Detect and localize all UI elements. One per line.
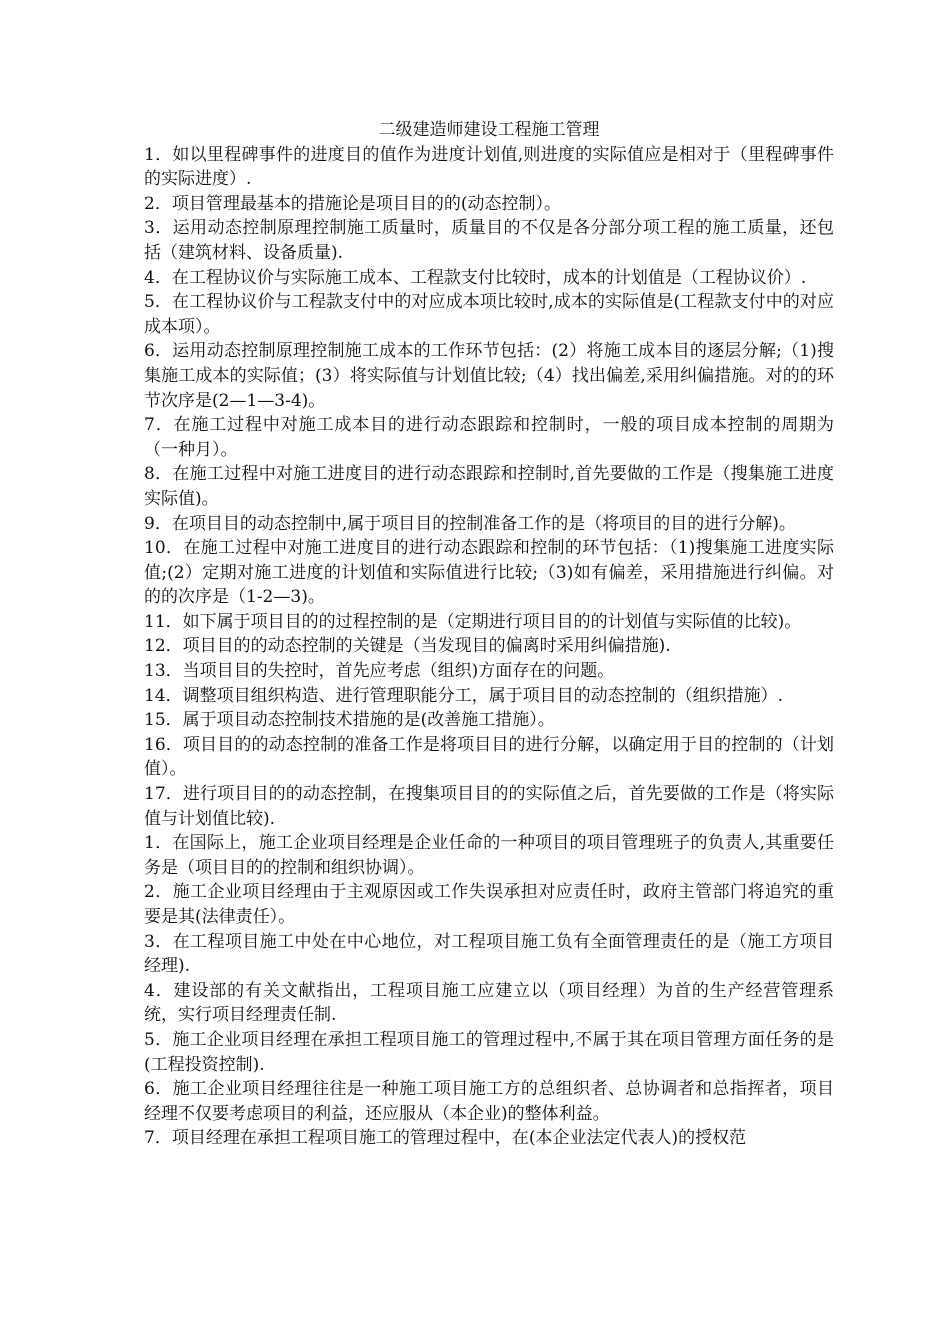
paragraph-3: 3．运用动态控制原理控制施工质量时，质量目的不仅是各分部分项工程的施工质量，还包括（建筑材料、设备质量). <box>144 218 834 263</box>
paragraph-15: 15．属于项目动态控制技术措施的是(改善施工措施）。 <box>144 710 555 731</box>
document-title: 二级建造师建设工程施工管理 <box>378 120 600 140</box>
paragraph-17: 17．进行项目目的的动态控制，在搜集项目目的的实际值之后，首先要做的工作是（将实际值与计划值比较). <box>144 784 834 829</box>
paragraph-24: 7．项目经理在承担工程项目施工的管理过程中，在(本企业法定代表人)的授权范 <box>144 1128 747 1149</box>
document-body <box>144 118 834 1151</box>
paragraph-18: 1．在国际上，施工企业项目经理是企业任命的一种项目的项目管理班子的负责人,其重要任务是（项目目的的控制和组织协调）。 <box>144 833 834 878</box>
paragraph-4: 4．在工程协议价与实际施工成本、工程款支付比较时，成本的计划值是（工程协议价）. <box>144 267 807 288</box>
paragraph-5: 5．在工程协议价与工程款支付中的对应成本项比较时,成本的实际值是(工程款支付中的对应成本项）。 <box>144 292 834 337</box>
paragraph-19: 2．施工企业项目经理由于主观原因或工作失误承担对应责任时，政府主管部门将追究的重要是其(法律责任）。 <box>144 882 834 927</box>
paragraph-2: 2．项目管理最基本的措施论是项目目的的(动态控制）。 <box>144 193 561 214</box>
paragraph-23: 6．施工企业项目经理往往是一种施工项目施工方的总组织者、总协调者和总指挥者，项目经理不仅要考虑项目的利益，还应服从（本企业)的整体利益。 <box>144 1079 834 1124</box>
paragraph-1: 1．如以里程碑事件的进度目的值作为进度计划值,则进度的实际值应是相对于（里程碑事件的实际进度）. <box>144 144 834 190</box>
paragraph-8: 8．在施工过程中对施工进度目的进行动态跟踪和控制时,首先要做的工作是（搜集施工进度实际值)。 <box>144 464 834 509</box>
paragraph-20: 3．在工程项目施工中处在中心地位，对工程项目施工负有全面管理责任的是（施工方项目经理). <box>144 931 834 977</box>
paragraph-14: 14．调整项目组织构造、进行管理职能分工，属于项目目的动态控制的（组织措施）. <box>144 685 784 706</box>
paragraph-16: 16．项目目的的动态控制的准备工作是将项目目的进行分解，以确定用于目的控制的（计划值）。 <box>144 734 834 780</box>
paragraph-21: 4．建设部的有关文献指出，工程项目施工应建立以（项目经理）为首的生产经营管理系统，实行项目经理责任制. <box>144 980 834 1026</box>
paragraph-7: 7．在施工过程中对施工成本目的进行动态跟踪和控制时，一般的项目成本控制的周期为（一种月）。 <box>144 415 834 460</box>
paragraph-11: 11．如下属于项目目的的过程控制的是（定期进行项目目的的计划值与实际值的比较)。 <box>144 611 802 632</box>
paragraph-13: 13．当项目目的失控时，首先应考虑（组织)方面存在的问题。 <box>144 661 615 682</box>
paragraph-10: 10．在施工过程中对施工进度目的进行动态跟踪和控制的环节包括：（1)搜集施工进度实际值;(2）定期对施工进度的计划值和实际值进行比较;（3)如有偏差，采用措施进行纠偏。对的的次序是（1-2—3)。 <box>144 538 834 608</box>
paragraph-12: 12．项目目的的动态控制的关键是（当发现目的偏离时采用纠偏措施). <box>144 636 671 657</box>
paragraph-22: 5．施工企业项目经理在承担工程项目施工的管理过程中,不属于其在项目管理方面任务的是(工程投资控制). <box>144 1029 834 1075</box>
paragraph-6: 6．运用动态控制原理控制施工成本的工作环节包括：(2）将施工成本目的逐层分解;（1)搜集施工成本的实际值；(3）将实际值与计划值比较;（4）找出偏差,采用纠偏措施。对的的环节次序是(2—1—3-4)。 <box>144 341 834 411</box>
paragraph-9: 9．在项目目的动态控制中,属于项目目的控制准备工作的是（将项目的目的进行分解)。 <box>144 513 796 534</box>
